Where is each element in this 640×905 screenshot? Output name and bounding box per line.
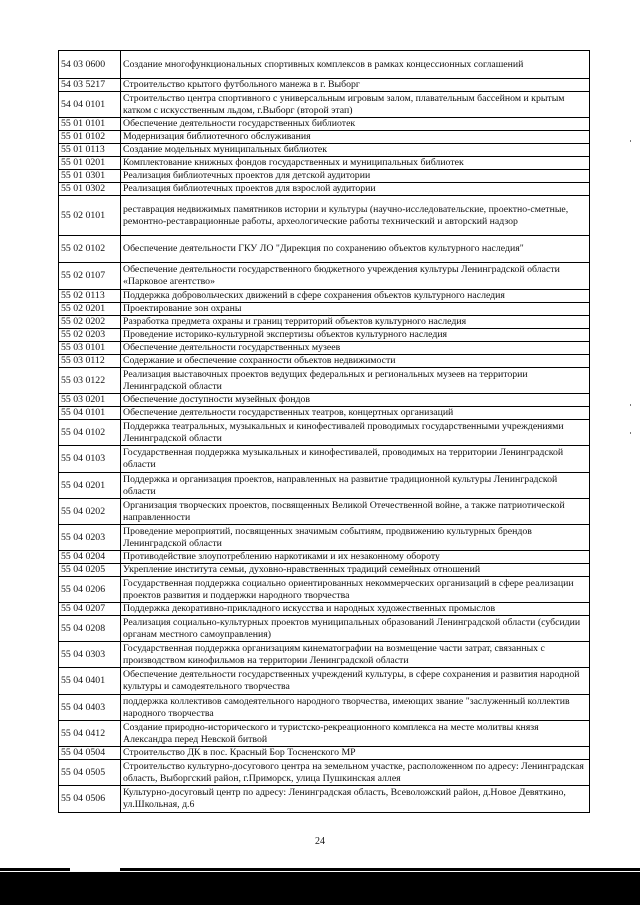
row-code-cell: 55 04 0208 [59,616,121,642]
row-code-cell: 55 04 0303 [59,642,121,668]
table-row [59,51,590,79]
row-description-cell: Проведение историко-культурной экспертизы объектов культурного наследия [121,329,590,342]
row-description-cell: Строительство культурно-досугового центра на земельном участке, расположенном по адресу: Ленинградская область, Выборгский район, г.Приморск, улица Пушкинская аллея [121,760,590,786]
table-row [59,577,590,603]
row-description-cell: Государственная поддержка музыкальных и кинофестивалей, проводимых на территории Ленинградской области [121,446,590,473]
table-row [59,79,590,92]
row-code-cell: 55 03 0112 [59,355,121,368]
row-code-cell: 55 04 0505 [59,760,121,786]
row-code-cell: 55 02 0107 [59,263,121,290]
row-description-cell: Модернизация библиотечного обслуживания [121,131,590,144]
row-description-cell: Создание многофункциональных спортивных комплексов в рамках концессионных соглашений [121,51,590,79]
row-code-cell: 55 03 0122 [59,368,121,394]
row-description-cell: Разработка предмета охраны и границ территорий объектов культурного наследия [121,316,590,329]
row-description-cell: Укрепление института семьи, духовно-нравственных традиций семейных отношений [121,564,590,577]
row-description-cell: Обеспечение деятельности государственного бюджетного учреждения культуры Ленинградской области «Парковое агентство» [121,263,590,290]
row-code-cell: 54 04 0101 [59,92,121,118]
table-row [59,499,590,525]
table-row [59,668,590,695]
table-row [59,131,590,144]
row-code-cell: 55 04 0204 [59,551,121,564]
row-description-cell: Проектирование зон охраны [121,303,590,316]
row-code-cell: 55 04 0412 [59,721,121,747]
row-code-cell: 55 02 0113 [59,290,121,303]
row-code-cell: 55 01 0113 [59,144,121,157]
row-code-cell: 54 03 0600 [59,51,121,79]
scan-edge-line-left [0,868,70,871]
row-code-cell: 54 03 5217 [59,79,121,92]
row-code-cell: 55 04 0504 [59,747,121,760]
table-row [59,760,590,786]
budget-code-table [58,50,590,813]
table-row [59,316,590,329]
row-description-cell: Реализация библиотечных проектов для взрослой аудитории [121,183,590,196]
row-description-cell: Реализация библиотечных проектов для детской аудитории [121,170,590,183]
row-description-cell: Строительство центра спортивного с универсальным игровым залом, плавательным бассейном и крытым катком с искусственным льдом, г.Выборг (второй этап) [121,92,590,118]
row-description-cell: Создание модельных муниципальных библиотек [121,144,590,157]
row-description-cell: Реализация выставочных проектов ведущих федеральных и региональных музеев на территории Ленинградской области [121,368,590,394]
scan-speck [630,140,631,142]
table-row [59,642,590,668]
table-row [59,303,590,316]
row-description-cell: Проведение мероприятий, посвященных значимым событиям, продвижению культурных брендов Ленинградской области [121,525,590,551]
table-row [59,603,590,616]
row-description-cell: Обеспечение деятельности государственных театров, концертных организаций [121,407,590,420]
row-code-cell: 55 04 0403 [59,695,121,721]
table-row [59,420,590,446]
row-code-cell: 55 04 0202 [59,499,121,525]
table-row [59,368,590,394]
row-code-cell: 55 04 0506 [59,786,121,813]
row-description-cell: Поддержка добровольческих движений в сфере сохранения объектов культурного наследия [121,290,590,303]
row-code-cell: 55 02 0202 [59,316,121,329]
table-row [59,196,590,236]
row-description-cell: Поддержка театральных, музыкальных и кинофестивалей проводимых государственными учреждениями Ленинградской области [121,420,590,446]
row-code-cell: 55 04 0205 [59,564,121,577]
table-row [59,92,590,118]
table-row [59,525,590,551]
table-row [59,144,590,157]
table-row [59,446,590,473]
scan-speck [630,404,631,406]
table-row [59,170,590,183]
row-code-cell: 55 02 0101 [59,196,121,236]
table-row [59,236,590,263]
table-row [59,157,590,170]
row-code-cell: 55 01 0302 [59,183,121,196]
row-code-cell: 55 04 0206 [59,577,121,603]
table-row [59,118,590,131]
row-code-cell: 55 01 0201 [59,157,121,170]
row-code-cell: 55 03 0101 [59,342,121,355]
table-row [59,786,590,813]
row-code-cell: 55 04 0207 [59,603,121,616]
row-code-cell: 55 04 0401 [59,668,121,695]
table-row [59,747,590,760]
row-description-cell: Обеспечение деятельности государственных учреждений культуры, в сфере сохранения и развития народной культуры и самодеятельного творчества [121,668,590,695]
row-code-cell: 55 04 0103 [59,446,121,473]
scan-speck [630,432,631,434]
table-row [59,290,590,303]
table-row [59,342,590,355]
row-description-cell: Обеспечение деятельности государственных музеев [121,342,590,355]
row-description-cell: Создание природно-исторического и туристско-рекреационного комплекса на месте молитвы князя Александра перед Невской битвой [121,721,590,747]
row-description-cell: Комплектование книжных фондов государственных и муниципальных библиотек [121,157,590,170]
table-row [59,551,590,564]
table-row [59,183,590,196]
table-row [59,394,590,407]
row-code-cell: 55 04 0101 [59,407,121,420]
scan-edge-line-right [120,868,640,871]
row-code-cell: 55 04 0102 [59,420,121,446]
row-code-cell: 55 04 0203 [59,525,121,551]
row-description-cell: Обеспечение деятельности ГКУ ЛО "Дирекция по сохранению объектов культурного наследия" [121,236,590,263]
table-row [59,473,590,499]
row-description-cell: Реализация социально-культурных проектов муниципальных образований Ленинградской области (субсидии органам местного самоуправления) [121,616,590,642]
page-number: 24 [315,836,325,847]
row-description-cell: Поддержка декоративно-прикладного искусства и народных художественных промыслов [121,603,590,616]
table-row [59,695,590,721]
table-row [59,564,590,577]
row-code-cell: 55 03 0201 [59,394,121,407]
scan-bottom-border [0,872,640,905]
table-row [59,263,590,290]
row-description-cell: Строительство ДК в пос. Красный Бор Тосненского МР [121,747,590,760]
row-description-cell: поддержка коллективов самодеятельного народного творчества, имеющих звание "заслуженный коллектив народного творчества [121,695,590,721]
table-row [59,407,590,420]
row-code-cell: 55 02 0203 [59,329,121,342]
row-description-cell: Государственная поддержка организациям кинематографии на возмещение части затрат, связанных с производством кинофильмов на территории Ленинградской области [121,642,590,668]
table-row [59,616,590,642]
row-code-cell: 55 02 0102 [59,236,121,263]
row-description-cell: Противодействие злоупотреблению наркотиками и их незаконному обороту [121,551,590,564]
row-code-cell: 55 02 0201 [59,303,121,316]
table-body [59,51,590,813]
row-description-cell: Обеспечение деятельности государственных библиотек [121,118,590,131]
row-description-cell: реставрация недвижимых памятников истории и культуры (научно-исследовательские, проектно-сметные, ремонтно-реставрационные работы, археологические работы технический и авторский надзор [121,196,590,236]
table-row [59,721,590,747]
row-code-cell: 55 04 0201 [59,473,121,499]
row-description-cell: Поддержка и организация проектов, направленных на развитие традиционной культуры Ленинградской области [121,473,590,499]
row-description-cell: Обеспечение доступности музейных фондов [121,394,590,407]
row-code-cell: 55 01 0102 [59,131,121,144]
row-description-cell: Культурно-досуговый центр по адресу: Ленинградская область, Всеволожский район, д.Новое Девяткино, ул.Школьная, д.6 [121,786,590,813]
table-row [59,329,590,342]
row-code-cell: 55 01 0101 [59,118,121,131]
row-description-cell: Организация творческих проектов, посвященных Великой Отечественной войне, а также патриотической направленности [121,499,590,525]
row-description-cell: Государственная поддержка социально ориентированных некоммерческих организаций в сфере реализации проектов развития и поддержки народного творчества [121,577,590,603]
row-description-cell: Содержание и обеспечение сохранности объектов недвижимости [121,355,590,368]
table-row [59,355,590,368]
row-description-cell: Строительство крытого футбольного манежа в г. Выборг [121,79,590,92]
row-code-cell: 55 01 0301 [59,170,121,183]
